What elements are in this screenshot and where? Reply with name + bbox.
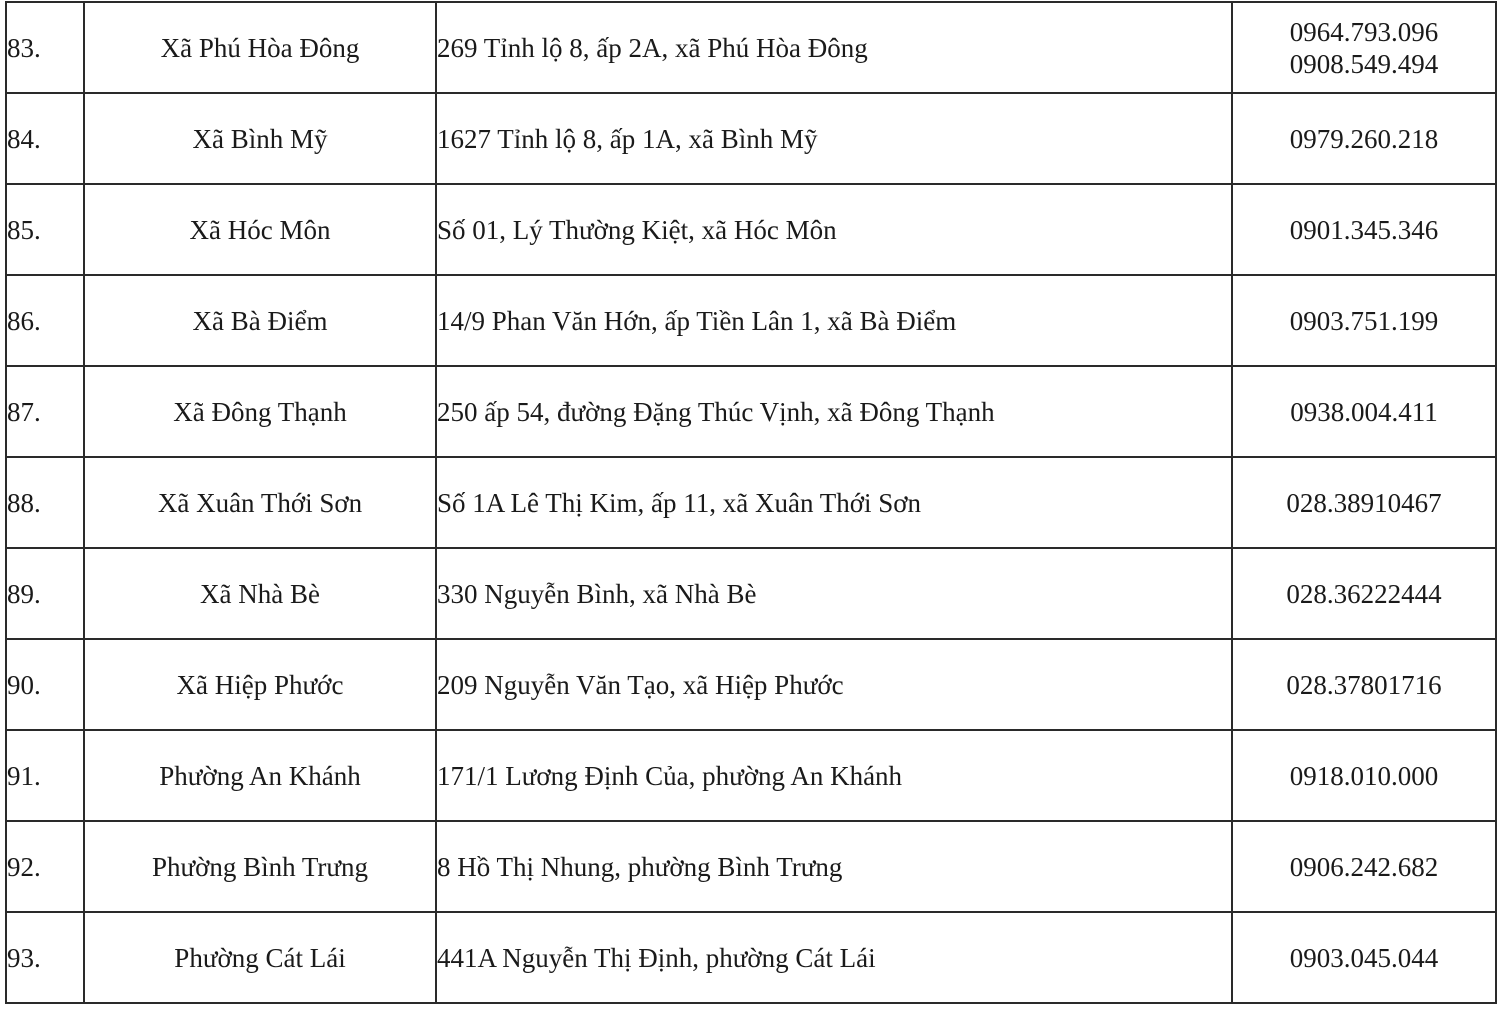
- table-row: [6, 366, 1496, 457]
- table-row: [6, 912, 1496, 1003]
- phone-cell: [1232, 275, 1496, 366]
- table-row: [6, 730, 1496, 821]
- phone-number: 0908.549.494: [1289, 48, 1439, 79]
- unit-address: 250 ấp 54, đường Đặng Thúc Vịnh, xã Đông Thạnh: [436, 366, 1232, 457]
- unit-name: Xã Hiệp Phước: [84, 639, 436, 730]
- table-row: [6, 639, 1496, 730]
- row-number: 93.: [6, 912, 84, 1003]
- table-row: [6, 2, 1496, 93]
- phone-number: 0903.045.044: [1289, 942, 1439, 973]
- phone-cell: [1232, 93, 1496, 184]
- unit-name: Xã Phú Hòa Đông: [84, 2, 436, 93]
- phone-cell: [1232, 639, 1496, 730]
- phone-cell: [1232, 184, 1496, 275]
- unit-name: Phường Bình Trưng: [84, 821, 436, 912]
- phone-cell: [1232, 366, 1496, 457]
- phone-number: 0979.260.218: [1289, 123, 1439, 154]
- row-number: 86.: [6, 275, 84, 366]
- table-row: [6, 275, 1496, 366]
- phone-number: 0938.004.411: [1290, 396, 1438, 427]
- unit-address: 209 Nguyễn Văn Tạo, xã Hiệp Phước: [436, 639, 1232, 730]
- unit-name: Xã Bình Mỹ: [84, 93, 436, 184]
- phone-number: 0906.242.682: [1289, 851, 1439, 882]
- table-row: [6, 821, 1496, 912]
- table-row: [6, 457, 1496, 548]
- unit-address: 14/9 Phan Văn Hớn, ấp Tiền Lân 1, xã Bà Điểm: [436, 275, 1232, 366]
- phone-number: 0903.751.199: [1289, 305, 1439, 336]
- unit-name: Xã Bà Điểm: [84, 275, 436, 366]
- table-row: [6, 93, 1496, 184]
- contact-table-body: [6, 2, 1496, 1003]
- unit-name: Xã Xuân Thới Sơn: [84, 457, 436, 548]
- unit-name: Phường An Khánh: [84, 730, 436, 821]
- phone-cell: [1232, 821, 1496, 912]
- unit-name: Xã Nhà Bè: [84, 548, 436, 639]
- phone-cell: [1232, 912, 1496, 1003]
- phone-cell: [1232, 457, 1496, 548]
- phone-number: 0901.345.346: [1289, 214, 1439, 245]
- row-number: 89.: [6, 548, 84, 639]
- phone-number: 028.38910467: [1286, 487, 1442, 518]
- unit-address: Số 1A Lê Thị Kim, ấp 11, xã Xuân Thới Sơn: [436, 457, 1232, 548]
- unit-address: 269 Tỉnh lộ 8, ấp 2A, xã Phú Hòa Đông: [436, 2, 1232, 93]
- row-number: 83.: [6, 2, 84, 93]
- phone-number: 0964.793.096: [1289, 16, 1439, 47]
- phone-number: 028.36222444: [1286, 578, 1442, 609]
- phone-number: 0918.010.000: [1289, 760, 1439, 791]
- table-row: [6, 184, 1496, 275]
- contact-table: [5, 1, 1497, 1004]
- unit-address: 330 Nguyễn Bình, xã Nhà Bè: [436, 548, 1232, 639]
- unit-address: 8 Hồ Thị Nhung, phường Bình Trưng: [436, 821, 1232, 912]
- unit-name: Phường Cát Lái: [84, 912, 436, 1003]
- row-number: 91.: [6, 730, 84, 821]
- phone-cell: [1232, 2, 1496, 93]
- phone-cell: [1232, 548, 1496, 639]
- phone-number: 028.37801716: [1286, 669, 1442, 700]
- unit-name: Xã Hóc Môn: [84, 184, 436, 275]
- row-number: 90.: [6, 639, 84, 730]
- unit-address: 1627 Tỉnh lộ 8, ấp 1A, xã Bình Mỹ: [436, 93, 1232, 184]
- table-row: [6, 548, 1496, 639]
- row-number: 84.: [6, 93, 84, 184]
- unit-address: 171/1 Lương Định Của, phường An Khánh: [436, 730, 1232, 821]
- row-number: 85.: [6, 184, 84, 275]
- unit-address: Số 01, Lý Thường Kiệt, xã Hóc Môn: [436, 184, 1232, 275]
- unit-name: Xã Đông Thạnh: [84, 366, 436, 457]
- row-number: 92.: [6, 821, 84, 912]
- unit-address: 441A Nguyễn Thị Định, phường Cát Lái: [436, 912, 1232, 1003]
- row-number: 88.: [6, 457, 84, 548]
- phone-cell: [1232, 730, 1496, 821]
- row-number: 87.: [6, 366, 84, 457]
